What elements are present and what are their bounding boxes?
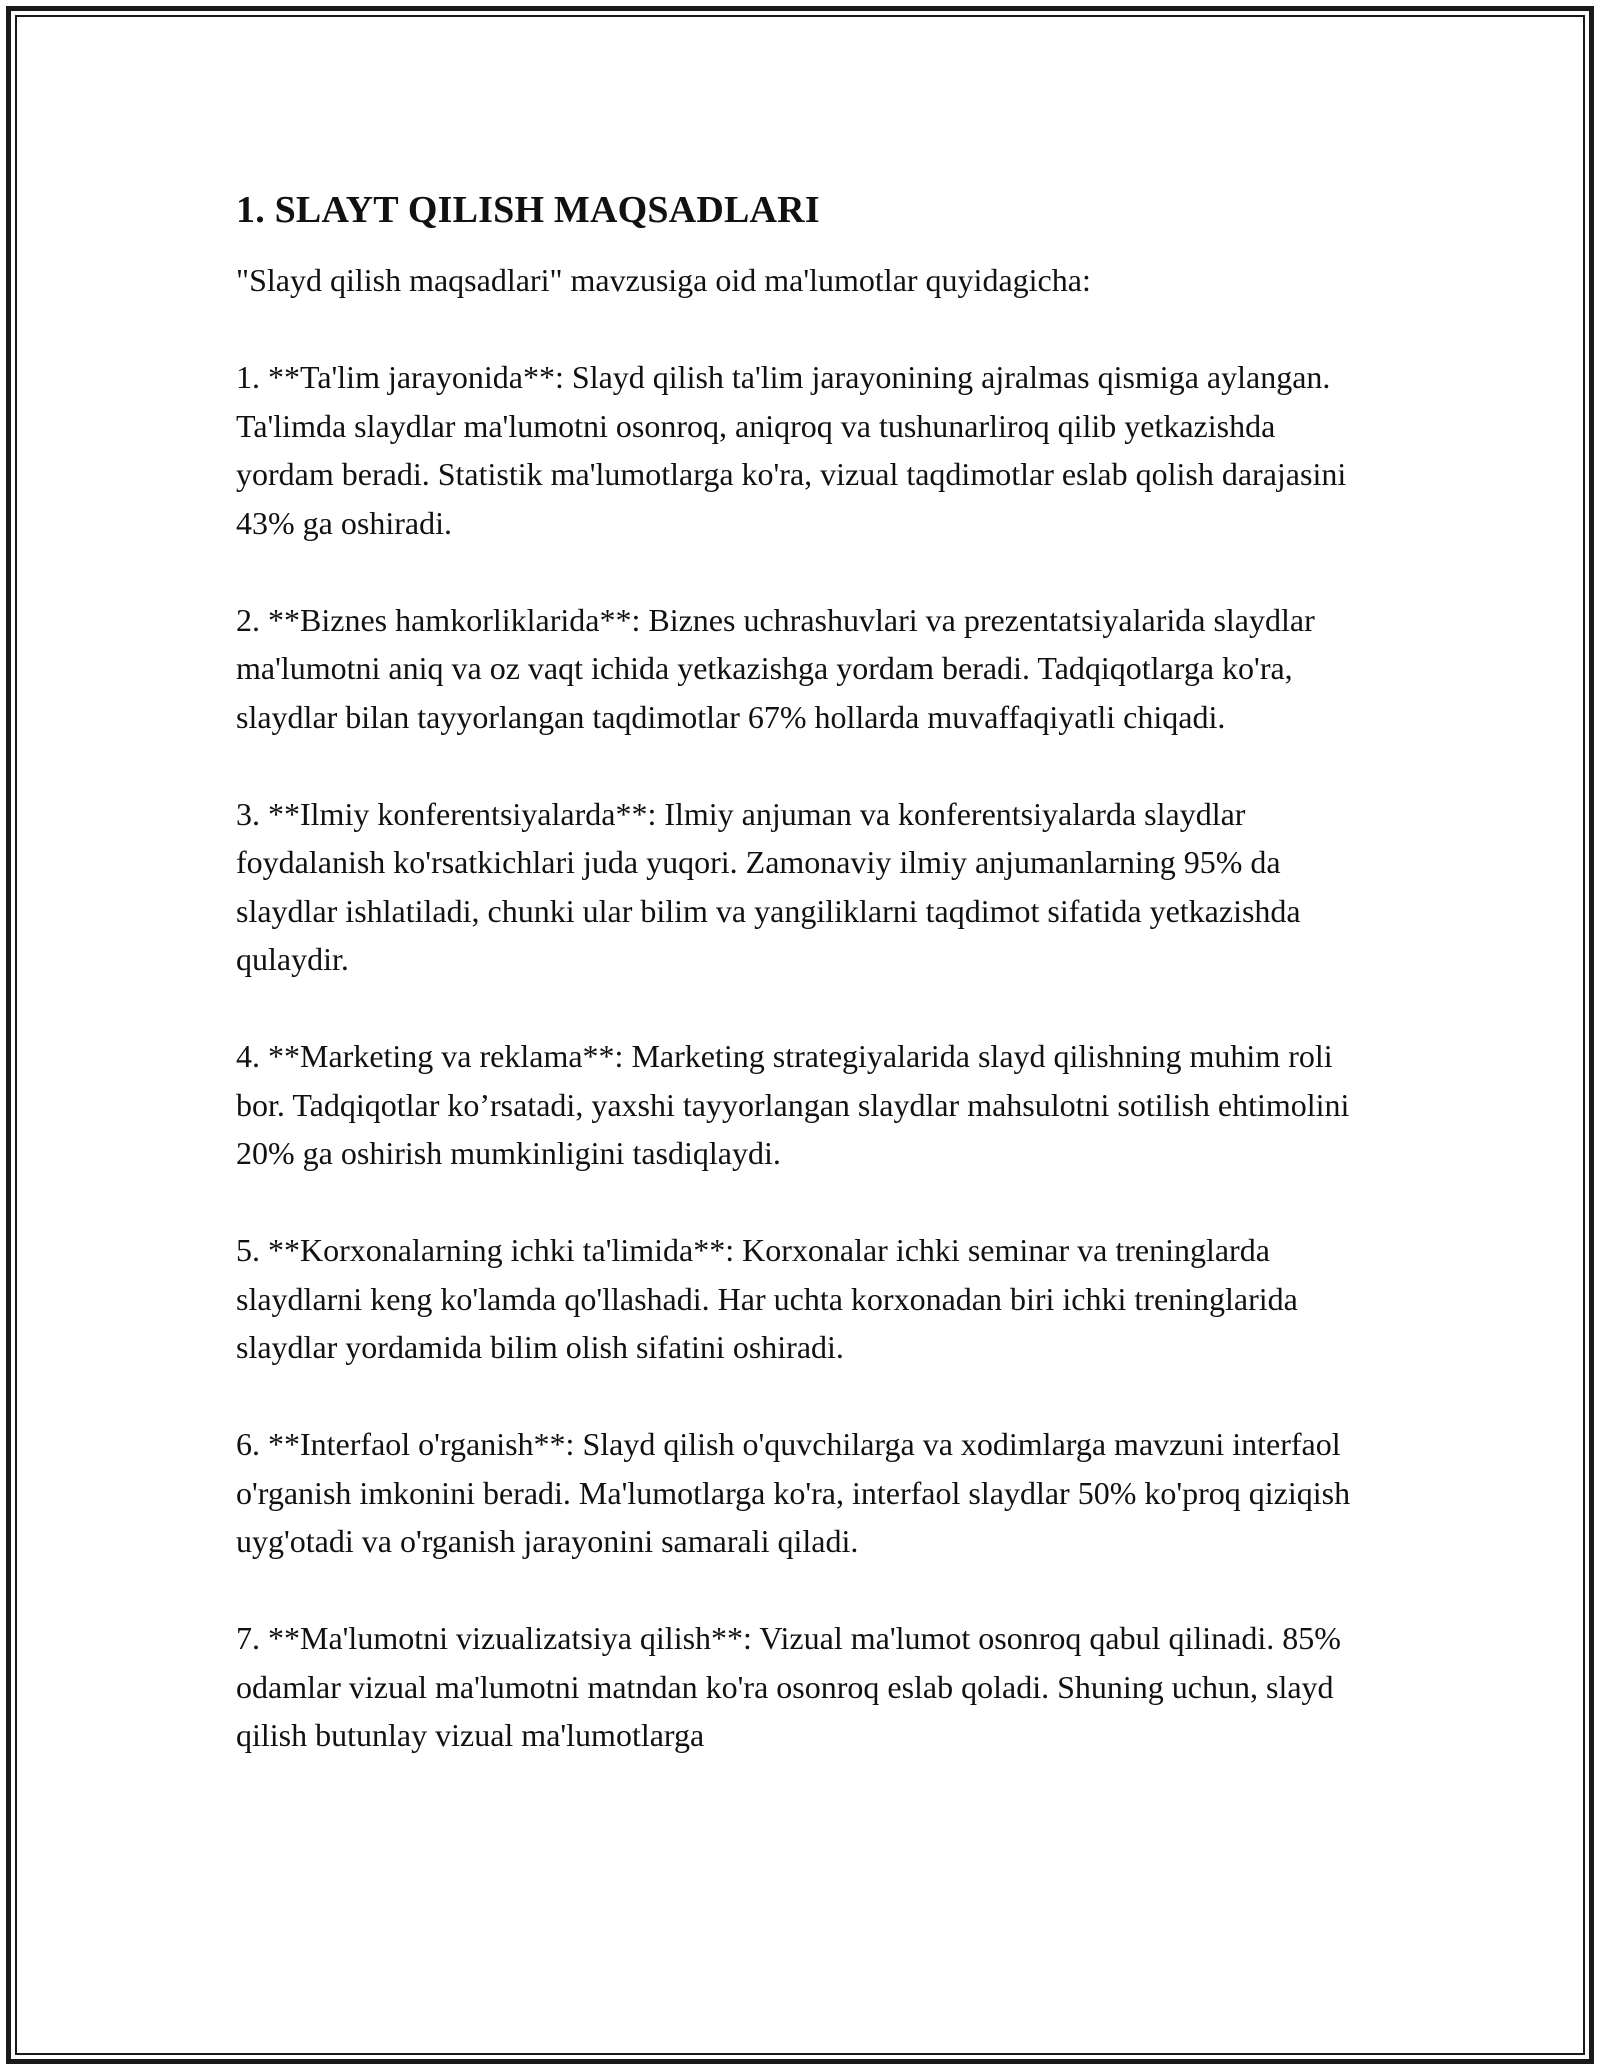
- list-item-6: 6. **Interfaol o'rganish**: Slayd qilish o'quvchilarga va xodimlarga mavzuni interfaol o'rganish imkonini beradi. Ma'lumotlarga ko'ra, interfaol slaydlar 50% ko'proq qiziqish uyg'otadi va o'rganish jarayonini samarali qiladi.: [236, 1426, 1351, 1559]
- list-item-3: 3. **Ilmiy konferentsiyalarda**: Ilmiy anjuman va konferentsiyalarda slaydlar foydalanish ko'rsatkichlari juda yuqori. Zamonaviy ilmiy anjumanlarning 95% da slaydlar ishlatiladi, chunki ular bilim va yangiliklarni taqdimot sifatida yetkazishda qulaydir.: [236, 795, 1301, 977]
- document-body: [236, 186, 1376, 1760]
- document-heading: 1. SLAYT QILISH MAQSADLARI: [236, 189, 820, 231]
- list-item-1: 1. **Ta'lim jarayonida**: Slayd qilish ta'lim jarayonining ajralmas qismiga aylangan. Ta'limda slaydlar ma'lumotni osonroq, aniqroq va tushunarliroq qilib yetkazishda yordam beradi. Statistik ma'lumotlarga ko'ra, vizual taqdimotlar eslab qolish darajasini 43% ga oshiradi.: [236, 359, 1347, 541]
- intro-paragraph: "Slayd qilish maqsadlari" mavzusiga oid ma'lumotlar quyidagicha:: [236, 262, 1091, 298]
- list-item-7: 7. **Ma'lumotni vizualizatsiya qilish**: Vizual ma'lumot osonroq qabul qilinadi. 85% odamlar vizual ma'lumotni matndan ko'ra osonroq eslab qoladi. Shuning uchun, slayd qilish butunlay vizual ma'lumotlarga: [236, 1620, 1341, 1753]
- list-item-5: 5. **Korxonalarning ichki ta'limida**: Korxonalar ichki seminar va treninglarda slaydlarni keng ko'lamda qo'llashadi. Har uchta korxonadan biri ichki treninglarida slaydlar yordamida bilim olish sifatini oshiradi.: [236, 1232, 1298, 1365]
- list-item-4: 4. **Marketing va reklama**: Marketing strategiyalarida slayd qilishning muhim roli bor. Tadqiqotlar ko’rsatadi, yaxshi tayyorlangan slaydlar mahsulotni sotilish ehtimolini 20% ga oshirish mumkinligini tasdiqlaydi.: [236, 1038, 1350, 1171]
- list-item-2: 2. **Biznes hamkorliklarida**: Biznes uchrashuvlari va prezentatsiyalarida slaydlar ma'lumotni aniq va oz vaqt ichida yetkazishga yordam beradi. Tadqiqotlarga ko'ra, slaydlar bilan tayyorlangan taqdimotlar 67% hollarda muvaffaqiyatli chiqadi.: [236, 601, 1315, 735]
